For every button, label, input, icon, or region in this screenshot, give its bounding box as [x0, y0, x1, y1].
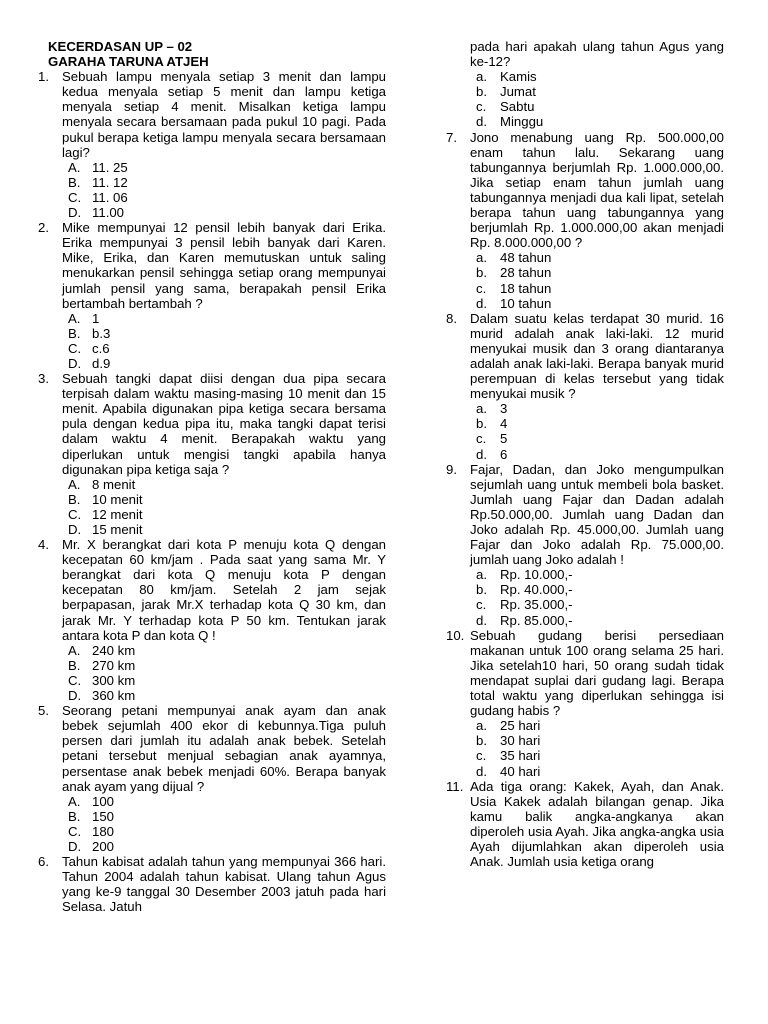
option-text: 10 menit — [92, 491, 143, 507]
answer-option — [470, 416, 724, 431]
answer-option — [470, 613, 724, 628]
option-text: 28 tahun — [500, 265, 552, 281]
option-text: Minggu — [500, 114, 544, 130]
option-letter: A. — [68, 476, 81, 492]
answer-option — [470, 764, 724, 779]
answer-option — [62, 824, 386, 839]
question-item — [446, 462, 724, 628]
option-letter: b. — [476, 733, 487, 749]
question-item — [446, 779, 724, 870]
option-letter: B. — [68, 325, 81, 341]
option-letter: d. — [476, 763, 487, 779]
option-text: 6 — [500, 446, 508, 462]
answer-option — [470, 281, 724, 296]
question-number: 2. — [38, 220, 49, 236]
option-text: 200 — [92, 838, 115, 854]
question-number: 7. — [446, 129, 457, 145]
option-text: 30 hari — [500, 733, 541, 749]
question-body — [62, 220, 386, 371]
option-letter: D. — [68, 355, 82, 371]
question-item — [38, 854, 386, 914]
question-number: 11. — [446, 778, 464, 794]
right-column — [446, 39, 724, 869]
option-letter: B. — [68, 657, 81, 673]
option-text: c.6 — [92, 340, 110, 356]
document-header — [38, 39, 386, 69]
option-text: 8 menit — [92, 476, 136, 492]
option-text: 300 km — [92, 672, 136, 688]
option-text: 25 hari — [500, 718, 541, 734]
option-text: b.3 — [92, 325, 111, 341]
option-letter: D. — [68, 205, 82, 221]
option-text: 35 hari — [500, 748, 541, 764]
question-body — [470, 628, 724, 779]
answer-option — [62, 160, 386, 175]
answer-option — [62, 673, 386, 688]
answer-option — [62, 658, 386, 673]
option-letter: C. — [68, 189, 82, 205]
option-letter: c. — [476, 597, 487, 613]
answer-option — [62, 492, 386, 507]
option-text: 40 hari — [500, 763, 541, 779]
option-letter: a. — [476, 718, 487, 734]
question-body — [470, 311, 724, 462]
option-text: Rp. 85.000,- — [500, 612, 573, 628]
option-letter: C. — [68, 823, 82, 839]
question-body — [470, 130, 724, 311]
option-letter: a. — [476, 250, 487, 266]
question-text: Fajar, Dadan, dan Joko mengumpulkan sejumlah uang untuk membeli bola basket. Jumlah uang Fajar dan Dadan adalah Rp.50.000,00. Jumlah uang Dadan dan Joko adalah Rp. 45.000,00. Jumlah uang Fajar dan Joko adalah Rp. 75.000,00. jumlah uang Joko adalah ! — [470, 461, 724, 568]
question-item — [38, 703, 386, 854]
option-letter: A. — [68, 642, 81, 658]
question-text: Dalam suatu kelas terdapat 30 murid. 16 murid adalah anak laki-laki. 12 murid menyukai musik dan 3 orang diantaranya adalah anak laki-laki. Berapa banyak murid perempuan di kelas tersebut yang tidak menyukai musik ? — [470, 310, 724, 402]
question-body — [62, 703, 386, 854]
option-text: 270 km — [92, 657, 136, 673]
option-letter: b. — [476, 416, 487, 432]
option-text: 180 — [92, 823, 115, 839]
question-item — [446, 130, 724, 311]
option-text: 150 — [92, 808, 115, 824]
question-text: Mr. X berangkat dari kota P menuju kota Q dengan kecepatan 60 km/jam . Pada saat yang sama Mr. Y berangkat dari kota Q menuju kota P dengan kecepatan 80 km/jam. Setelah 2 jam sejak berpapasan, jarak Mr.X terhadap kota Q 30 km, dan jarak Mr. Y terhadap kota P 50 km. Tentukan jarak antara kota P dan kota Q ! — [62, 537, 386, 643]
answer-option — [470, 401, 724, 416]
option-text: 11.00 — [92, 205, 125, 221]
question-number: 8. — [446, 310, 457, 326]
option-letter: C. — [68, 340, 82, 356]
header-subtitle: GARAHA TARUNA ATJEH — [48, 54, 209, 70]
option-letter: a. — [476, 69, 487, 85]
answer-option — [470, 69, 724, 84]
answer-option — [470, 718, 724, 733]
answer-option — [470, 250, 724, 265]
option-text: 10 tahun — [500, 295, 552, 311]
question-item — [446, 628, 724, 779]
answer-option — [470, 582, 724, 597]
option-letter: b. — [476, 84, 487, 100]
answer-option — [470, 431, 724, 446]
left-question-list — [38, 69, 386, 914]
answer-option — [470, 296, 724, 311]
option-letter: a. — [476, 401, 487, 417]
answer-option — [62, 794, 386, 809]
option-letter: B. — [68, 174, 81, 190]
answer-option — [62, 688, 386, 703]
option-letter: B. — [68, 491, 81, 507]
option-text: 1 — [92, 310, 100, 326]
question-text: Jono menabung uang Rp. 500.000,00 enam tahun lalu. Sekarang uang tabungannya berjumlah Rp. 1.000.000,00. Jika setiap enam tahun jumlah uang tabungannya menjadi dua kali lipat, setelah berapa tahun uang tabungannya yang berjumlah Rp. 1.000.000,00 akan menjadi Rp. 8.000.000,00 ? — [470, 129, 724, 251]
option-text: Rp. 10.000,- — [500, 567, 573, 583]
question-body — [470, 779, 724, 870]
option-text: 5 — [500, 431, 508, 447]
answer-option — [62, 839, 386, 854]
option-letter: d. — [476, 114, 487, 130]
option-letter: D. — [68, 688, 82, 704]
answer-option — [470, 597, 724, 612]
question-item — [446, 311, 724, 462]
question-text: Sebuah gudang berisi persediaan makanan untuk 100 orang selama 25 hari. Jika setelah10 hari, 50 orang sudah tidak mendapat suplai dari gudang lagi. Berapa total waktu yang diperlukan sehingga isi gudang habis ? — [470, 627, 724, 719]
question-body — [62, 854, 386, 914]
option-text: 48 tahun — [500, 250, 552, 266]
question-text: Ada tiga orang: Kakek, Ayah, dan Anak. Usia Kakek adalah bilangan genap. Jika kamu balik angka-angkanya akan diperoleh usia Ayah. Jika angka-angka usia Ayah dijumlahkan akan diperoleh usia Anak. Jumlah usia ketiga orang — [470, 778, 724, 870]
question-number: 3. — [38, 371, 49, 387]
option-letter: d. — [476, 295, 487, 311]
right-question-list — [446, 39, 724, 869]
option-letter: c. — [476, 280, 487, 296]
option-letter: D. — [68, 522, 82, 537]
option-letter: c. — [476, 431, 487, 447]
option-letter: A. — [68, 310, 81, 326]
answer-option — [62, 175, 386, 190]
option-letter: D. — [68, 838, 82, 854]
option-letter: d. — [476, 612, 487, 628]
answer-option — [470, 99, 724, 114]
option-text: 360 km — [92, 688, 136, 704]
question-body — [62, 69, 386, 220]
option-text: 11. 06 — [92, 189, 128, 205]
answer-option — [62, 507, 386, 522]
answer-option — [470, 84, 724, 99]
answer-option — [62, 190, 386, 205]
option-text: 12 menit — [92, 506, 143, 522]
option-letter: d. — [476, 446, 487, 462]
question-text: Mike mempunyai 12 pensil lebih banyak dari Erika. Erika mempunyai 3 pensil lebih banyak dari Karen. Mike, Erika, dan Karen memutuskan untuk saling menukarkan pensil sehingga setiap orang mempunyai jumlah pensil yang sama, berapakah pensil Erika bertambah bertambah ? — [62, 220, 386, 311]
option-letter: A. — [68, 159, 81, 175]
question-text-continued: pada hari apakah ulang tahun Agus yang ke-12? — [470, 39, 724, 70]
answer-option — [62, 477, 386, 492]
option-text: 4 — [500, 416, 508, 432]
question-text: Tahun kabisat adalah tahun yang mempunyai 366 hari. Tahun 2004 adalah tahun kabisat. Ulang tahun Agus yang ke-9 tanggal 30 Desember 2003 jatuh pada hari Selasa. Jatuh — [62, 854, 386, 915]
question-item — [38, 371, 386, 537]
option-text: 18 tahun — [500, 280, 552, 296]
answer-option — [470, 265, 724, 280]
answer-option — [470, 733, 724, 748]
answer-option — [470, 748, 724, 763]
option-text: Sabtu — [500, 99, 535, 115]
answer-option — [470, 447, 724, 462]
question-text: Seorang petani mempunyai anak ayam dan anak bebek sejumlah 400 ekor di kebunnya.Tiga puluh persen dari jumlah itu adalah anak bebek. Setelah petani tersebut menjual sebagian anak ayamnya, persentase anak bebek menjadi 60%. Berapa banyak anak ayam yang dijual ? — [62, 703, 386, 794]
option-text: 11. 25 — [92, 159, 128, 175]
question-number: 6. — [38, 854, 49, 870]
option-letter: C. — [68, 506, 82, 522]
option-letter: B. — [68, 808, 81, 824]
option-text: 240 km — [92, 642, 136, 658]
option-letter: b. — [476, 265, 487, 281]
answer-option — [62, 522, 386, 537]
answer-option — [470, 114, 724, 129]
question-number: 1. — [38, 69, 49, 85]
question-continuation — [446, 39, 724, 130]
option-letter: b. — [476, 582, 487, 598]
option-text: 3 — [500, 401, 508, 417]
question-item — [38, 69, 386, 220]
answer-option — [62, 311, 386, 326]
option-letter: c. — [476, 748, 487, 764]
question-body — [470, 462, 724, 628]
question-text: Sebuah lampu menyala setiap 3 menit dan lampu kedua menyala setiap 5 menit dan lampu ketiga menyala setiap 4 menit. Misalkan ketiga lampu menyala secara bersamaan pada pukul 10 pagi. Pada pukul berapa ketiga lampu menyala secara bersamaan lagi? — [62, 69, 386, 160]
question-number: 9. — [446, 461, 457, 477]
question-body — [62, 537, 386, 703]
option-text: Rp. 35.000,- — [500, 597, 573, 613]
left-column — [38, 39, 386, 914]
answer-option — [62, 341, 386, 356]
question-body — [62, 371, 386, 537]
option-letter: A. — [68, 793, 81, 809]
question-item — [38, 537, 386, 703]
option-text: 15 menit — [92, 522, 143, 537]
option-text: d.9 — [92, 355, 111, 371]
option-letter: c. — [476, 99, 487, 115]
question-number: 4. — [38, 537, 49, 553]
option-letter: C. — [68, 672, 82, 688]
option-letter: a. — [476, 567, 487, 583]
question-text: Sebuah tangki dapat diisi dengan dua pipa secara terpisah dalam waktu masing-masing 10 menit dan 15 menit. Apabila digunakan pipa ketiga secara bersama pula dengan kedua pipa itu, maka tangki dapat terisi dalam waktu 4 menit. Berapakah waktu yang diperlukan untuk mengisi tangki apabila hanya digunakan pipa ketiga saja ? — [62, 371, 386, 477]
option-text: Rp. 40.000,- — [500, 582, 573, 598]
answer-option — [62, 326, 386, 341]
answer-option — [470, 567, 724, 582]
option-text: Jumat — [500, 84, 536, 100]
option-text: 100 — [92, 793, 115, 809]
answer-option — [62, 356, 386, 371]
answer-option — [62, 809, 386, 824]
question-number: 5. — [38, 703, 49, 719]
question-item — [38, 220, 386, 371]
answer-option — [62, 643, 386, 658]
option-text: 11. 12 — [92, 174, 128, 190]
option-text: Kamis — [500, 69, 537, 85]
question-number: 10. — [446, 627, 465, 643]
answer-option — [62, 205, 386, 220]
header-title: KECERDASAN UP – 02 — [48, 39, 193, 54]
